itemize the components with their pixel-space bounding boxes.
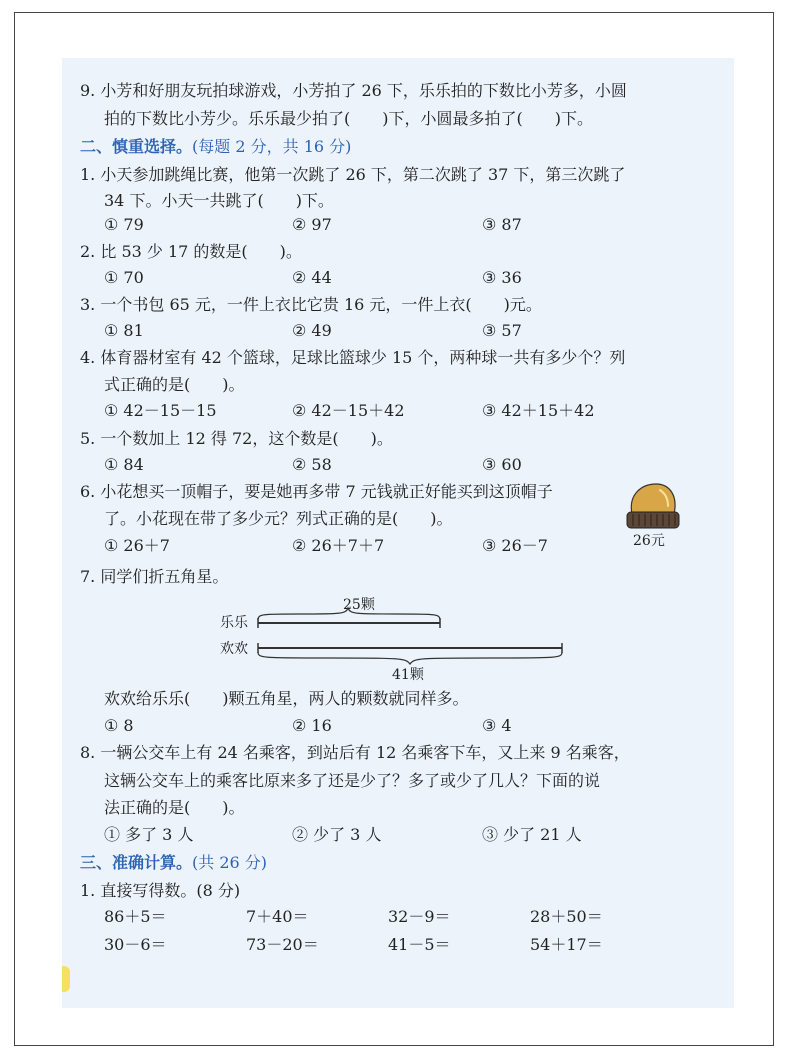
calc-item[interactable]: 54＋17＝	[530, 935, 603, 954]
section3-question1: 1. 直接写得数。(8 分)	[80, 881, 241, 900]
question8-line3: 法正确的是( )。	[104, 798, 245, 817]
question6-line1: 6. 小花想买一顶帽子，要是她再多带 7 元钱就正好能买到这顶帽子	[80, 482, 553, 501]
question3-option2[interactable]: ② 49	[292, 321, 332, 340]
section3-note: (共 26 分)	[192, 853, 268, 872]
question2-option3[interactable]: ③ 36	[482, 268, 522, 287]
question4-option2[interactable]: ② 42－15＋42	[292, 401, 405, 420]
calc-item[interactable]: 41－5＝	[388, 935, 451, 954]
diagram-bottom-label: 41颗	[392, 667, 424, 683]
question3-line1: 3. 一个书包 65 元，一件上衣比它贵 16 元，一件上衣( )元。	[80, 295, 542, 314]
q9-line2: 拍的下数比小芳少。乐乐最少拍了( )下，小圆最多拍了( )下。	[104, 109, 593, 128]
question8-option1[interactable]: ① 多了 3 人	[104, 825, 194, 844]
question7-option1[interactable]: ① 8	[104, 716, 134, 735]
question7-line2: 欢欢给乐乐( )颗五角星，两人的颗数就同样多。	[104, 689, 469, 708]
question6-line2: 了。小花现在带了多少元？列式正确的是( )。	[104, 509, 453, 528]
question1-option2[interactable]: ② 97	[292, 215, 332, 234]
question7-option2[interactable]: ② 16	[292, 716, 332, 735]
question5-option1[interactable]: ① 84	[104, 455, 144, 474]
question2-option2[interactable]: ② 44	[292, 268, 332, 287]
section2-title: 二、慎重选择。	[80, 137, 193, 156]
question5-option2[interactable]: ② 58	[292, 455, 332, 474]
question8-line2: 这辆公交车上的乘客比原来多了还是少了？多了或少了几人？下面的说	[104, 771, 601, 790]
question6-option3[interactable]: ③ 26－7	[482, 536, 548, 555]
question5-option3[interactable]: ③ 60	[482, 455, 522, 474]
hat-band	[627, 512, 679, 528]
question1-option1[interactable]: ① 79	[104, 215, 144, 234]
question6-option1[interactable]: ① 26＋7	[104, 536, 170, 555]
question7-option3[interactable]: ③ 4	[482, 716, 512, 735]
calc-item[interactable]: 7＋40＝	[246, 907, 309, 926]
question1-line2: 34 下。小天一共跳了( )下。	[104, 191, 334, 210]
question3-option3[interactable]: ③ 57	[482, 321, 522, 340]
calc-item[interactable]: 86＋5＝	[104, 907, 167, 926]
bar-diagram	[250, 606, 570, 668]
question4-line2: 式正确的是( )。	[104, 375, 245, 394]
question2-option1[interactable]: ① 70	[104, 268, 144, 287]
question7-line1: 7. 同学们折五角星。	[80, 567, 229, 586]
calc-item[interactable]: 73－20＝	[246, 935, 319, 954]
question8-option3[interactable]: ③ 少了 21 人	[482, 825, 582, 844]
question2-line1: 2. 比 53 少 17 的数是( )。	[80, 242, 302, 261]
calc-item[interactable]: 30－6＝	[104, 935, 167, 954]
calc-item[interactable]: 32－9＝	[388, 907, 451, 926]
section2-note: (每题 2 分，共 16 分)	[192, 137, 352, 156]
diagram-bottom-brace	[258, 652, 562, 664]
yellow-highlight-mark	[62, 966, 70, 992]
question4-option1[interactable]: ① 42－15－15	[104, 401, 217, 420]
question8-option2[interactable]: ② 少了 3 人	[292, 825, 382, 844]
calc-item[interactable]: 28＋50＝	[530, 907, 603, 926]
hat-crown	[631, 484, 675, 514]
question4-line1: 4. 体育器材室有 42 个篮球，足球比篮球少 15 个，两种球一共有多少个？列	[80, 348, 626, 367]
diagram-top-label: 25颗	[343, 597, 375, 613]
question6-option2[interactable]: ② 26＋7＋7	[292, 536, 385, 555]
section2-heading	[80, 136, 351, 158]
diagram-top-brace	[258, 608, 440, 620]
question1-line1: 1. 小天参加跳绳比赛，他第一次跳了 26 下，第二次跳了 37 下，第三次跳了	[80, 165, 626, 184]
section3-heading	[80, 852, 267, 874]
hat-price-label: 26元	[633, 533, 665, 549]
question3-option1[interactable]: ① 81	[104, 321, 144, 340]
section3-title: 三、准确计算。	[80, 853, 193, 872]
question4-option3[interactable]: ③ 42＋15＋42	[482, 401, 595, 420]
diagram-name-bottom: 欢欢	[220, 641, 248, 657]
hat-icon	[620, 478, 686, 534]
diagram-name-top: 乐乐	[220, 615, 248, 631]
question8-line1: 8. 一辆公交车上有 24 名乘客，到站后有 12 名乘客下车，又上来 9 名乘客，	[80, 743, 630, 762]
q9-line1: 9. 小芳和好朋友玩拍球游戏，小芳拍了 26 下，乐乐拍的下数比小芳多，小圆	[80, 81, 627, 100]
question1-option3[interactable]: ③ 87	[482, 215, 522, 234]
question5-line1: 5. 一个数加上 12 得 72，这个数是( )。	[80, 429, 393, 448]
